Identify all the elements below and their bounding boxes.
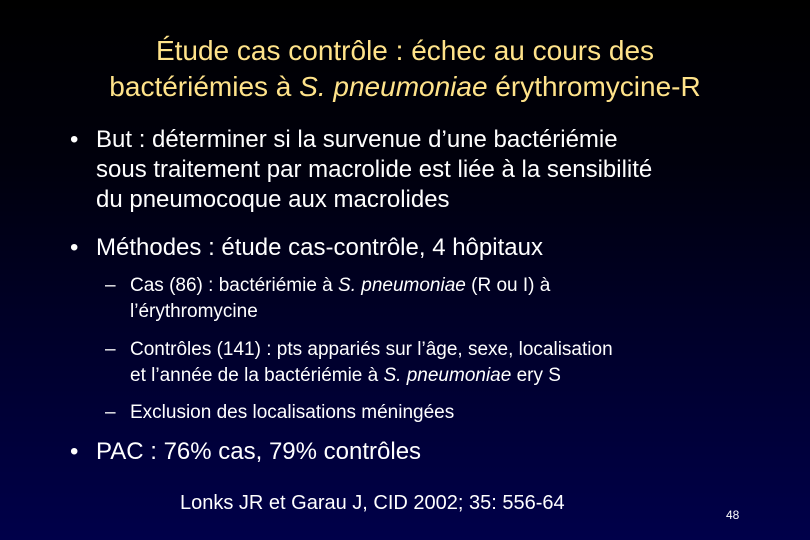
subbullet-cases-organism: S. pneumoniae bbox=[338, 275, 466, 296]
reference-citation: Lonks JR et Garau J, CID 2002; 35: 556-64 bbox=[180, 492, 565, 514]
subbullet-cases-prefix: Cas (86) : bactériémie à bbox=[130, 275, 339, 296]
bullet-objective-line-2: sous traitement par macrolide est liée à la sensibilité bbox=[96, 156, 653, 183]
bullet-methods-text bbox=[96, 233, 543, 263]
title-line-2-prefix: bactériémies à bbox=[109, 71, 300, 102]
subbullet-controls-text bbox=[130, 337, 613, 389]
title-organism: S. pneumoniae bbox=[299, 71, 488, 102]
subbullet-controls-organism: S. pneumoniae bbox=[383, 365, 512, 386]
title-line-2 bbox=[0, 69, 810, 105]
subbullet-cases-text bbox=[130, 273, 550, 325]
slide-title bbox=[0, 33, 810, 105]
bullet-results-text: PAC : 76% cas, 79% contrôles bbox=[96, 438, 422, 465]
subbullet-marker: – bbox=[105, 339, 116, 360]
subbullet-controls-line-2 bbox=[130, 363, 613, 389]
subbullet-marker: – bbox=[105, 402, 116, 423]
bullet-objective-text bbox=[96, 125, 652, 215]
page-number: 48 bbox=[726, 508, 740, 522]
bullet-marker: • bbox=[70, 126, 79, 153]
subbullet-controls-prefix: et l’année de la bactériémie à bbox=[130, 365, 384, 386]
bullet-marker: • bbox=[70, 234, 79, 261]
bullet-objective-line-3: du pneumocoque aux macrolides bbox=[96, 186, 450, 213]
subbullet-marker: – bbox=[105, 275, 116, 296]
subbullet-controls-suffix: ery S bbox=[511, 365, 561, 386]
title-line-2-suffix: érythromycine-R bbox=[487, 71, 701, 102]
subbullet-cases-line-2: l’érythromycine bbox=[130, 301, 258, 322]
title-line-1: Étude cas contrôle : échec au cours des bbox=[155, 35, 655, 66]
subbullet-exclusion-line-1: Exclusion des localisations méningées bbox=[130, 402, 455, 423]
bullet-objective-line-1: But : déterminer si la survenue d’une bactériémie bbox=[96, 126, 618, 153]
subbullet-controls-line-1: Contrôles (141) : pts appariés sur l’âge, sexe, localisation bbox=[130, 339, 613, 360]
bullet-methods-line-1: Méthodes : étude cas-contrôle, 4 hôpitaux bbox=[96, 234, 543, 261]
subbullet-cases-line-1 bbox=[130, 273, 550, 299]
subbullet-cases-suffix: (R ou I) à bbox=[465, 275, 551, 296]
bullet-marker: • bbox=[70, 438, 79, 465]
subbullet-exclusion-text bbox=[130, 400, 454, 426]
